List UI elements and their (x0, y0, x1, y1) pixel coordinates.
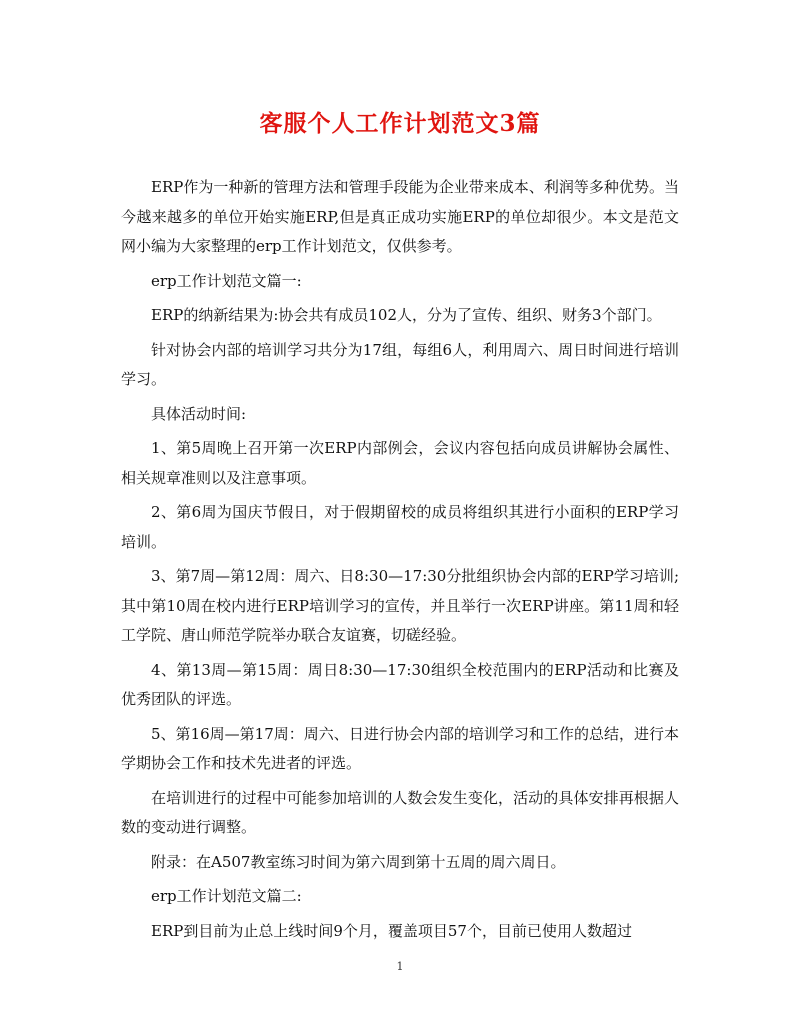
page-number: 1 (396, 960, 404, 973)
paragraph-list-item: 2、第6周为国庆节假日，对于假期留校的成员将组织其进行小面积的ERP学习培训。 (121, 503, 679, 551)
paragraph: 具体活动时间: (151, 404, 247, 423)
paragraph-section-heading-1: erp工作计划范文篇一: (151, 271, 302, 290)
paragraph-list-item: 3、第7周—第12周：周六、日8:30—17:30分批组织协会内部的ERP学习培训;其中第10周在校内进行ERP培训学习的宣传，并且举行一次ERP讲座。第11周和轻工学院、唐山师范学院举办联合友谊赛，切磋经验。 (121, 567, 679, 644)
paragraph: ERP到目前为止总上线时间9个月，覆盖项目57个，目前已使用人数超过 (151, 921, 632, 940)
document-body (121, 173, 679, 951)
paragraph-list-item: 5、第16周—第17周：周六、日进行协会内部的培训学习和工作的总结，进行本学期协会工作和技术先进者的评选。 (121, 724, 679, 772)
paragraph: ERP的纳新结果为:协会共有成员102人，分为了宣传、组织、财务3个部门。 (151, 306, 662, 324)
paragraph-list-item: 1、第5周晚上召开第一次ERP内部例会，会议内容包括向成员讲解协会属性、相关规章准则以及注意事项。 (121, 439, 679, 487)
paragraph-intro: ERP作为一种新的管理方法和管理手段能为企业带来成本、利润等多种优势。当今越来越多的单位开始实施ERP,但是真正成功实施ERP的单位却很少。本文是范文网小编为大家整理的erp工作计划范文，仅供参考。 (121, 178, 679, 255)
paragraph-section-heading-2: erp工作计划范文篇二: (151, 887, 302, 905)
paragraph-list-item: 4、第13周—第15周：周日8:30—17:30组织全校范围内的ERP活动和比赛及优秀团队的评选。 (121, 660, 679, 708)
paragraph: 针对协会内部的培训学习共分为17组，每组6人，利用周六、周日时间进行培训学习。 (121, 340, 679, 388)
paragraph: 在培训进行的过程中可能参加培训的人数会发生变化，活动的具体安排再根据人数的变动进行调整。 (121, 788, 679, 836)
document-title: 客服个人工作计划范文3篇 (259, 110, 541, 137)
paragraph-appendix: 附录：在A507教室练习时间为第六周到第十五周的周六周日。 (151, 852, 566, 871)
